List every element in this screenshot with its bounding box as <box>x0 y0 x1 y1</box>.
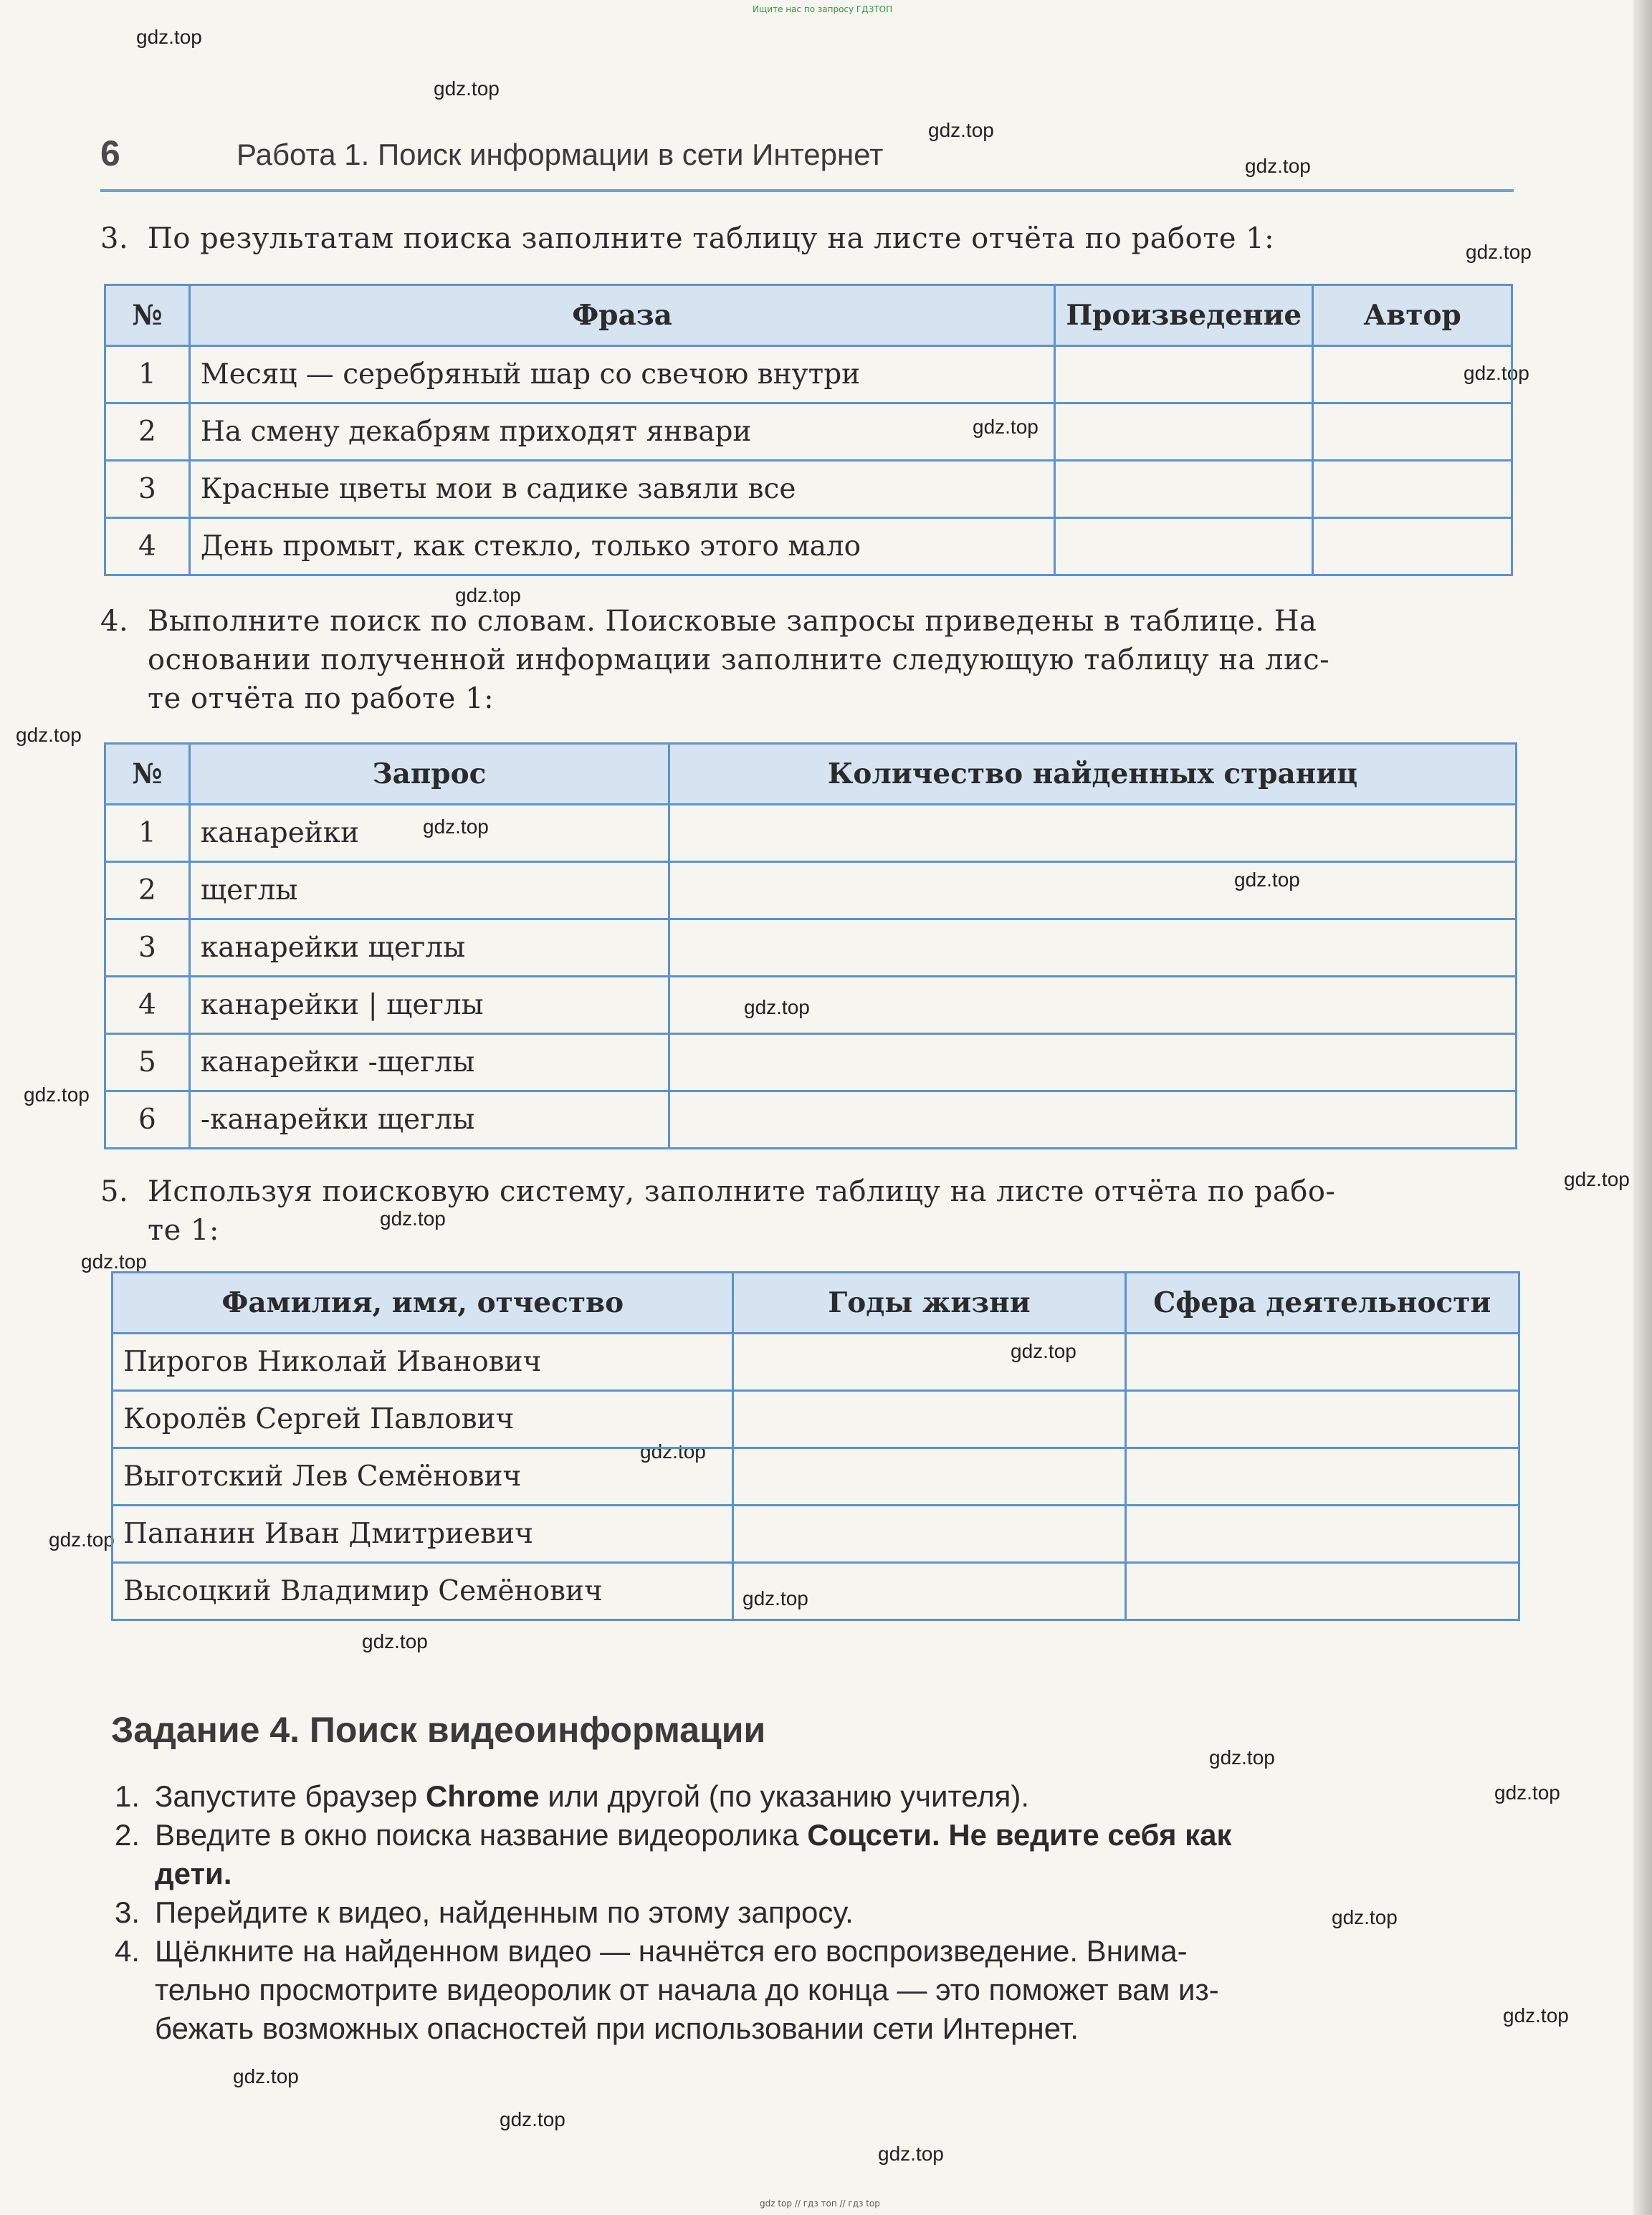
column-header: Фамилия, имя, отчество <box>113 1273 733 1334</box>
running-header-title: Работа 1. Поиск информации в сети Интернет <box>237 138 884 171</box>
step-text: тельно просмотрите видеоролик от начала до конца — это поможет вам из- <box>155 1973 1219 2006</box>
watermark: gdz.top <box>1332 1906 1398 1928</box>
person-name-cell: Пирогов Николай Иванович <box>113 1334 733 1391</box>
task3-text <box>100 219 1509 258</box>
header-rule <box>100 189 1514 192</box>
table-row <box>105 346 1512 403</box>
task4-number: 4. <box>100 605 129 638</box>
step-4-continued <box>115 2009 1527 2048</box>
step-emphasis: Chrome <box>425 1779 540 1813</box>
phrase-cell: На смену декабрям приходят январи <box>189 403 1054 461</box>
person-name-cell: Королёв Сергей Павлович <box>113 1391 733 1448</box>
table-row <box>105 1034 1517 1091</box>
step-emphasis: дети. <box>155 1857 232 1890</box>
phrase-cell: Красные цветы мои в садике завяли все <box>189 461 1054 518</box>
watermark: gdz.top <box>1464 362 1529 384</box>
task3-table <box>104 284 1513 576</box>
table-header-row <box>105 744 1517 805</box>
person-name-cell: Высоцкий Владимир Семёнович <box>113 1563 733 1620</box>
row-number: 3 <box>105 919 190 977</box>
field-cell[interactable] <box>1125 1506 1519 1563</box>
step-3 <box>115 1893 1527 1932</box>
table-row <box>105 862 1517 919</box>
author-cell[interactable] <box>1313 461 1512 518</box>
years-cell[interactable] <box>733 1563 1125 1620</box>
count-cell[interactable] <box>669 862 1516 919</box>
page-edge-shadow <box>1633 0 1652 2215</box>
table-row <box>113 1334 1519 1391</box>
query-cell: щеглы <box>189 862 669 919</box>
watermark: gdz.top <box>24 1083 90 1106</box>
count-cell[interactable] <box>669 977 1516 1034</box>
task5-number: 5. <box>100 1175 129 1208</box>
author-cell[interactable] <box>1313 518 1512 575</box>
task4-line: основании полученной информации заполните следующую таблицу на лис- <box>148 644 1330 676</box>
years-cell[interactable] <box>733 1334 1125 1391</box>
column-header: Сфера деятельности <box>1125 1273 1519 1334</box>
phrase-cell: Месяц — серебряный шар со свечою внутри <box>189 346 1054 403</box>
bottom-note: gdz top // гдз топ // гдз top <box>760 2199 880 2209</box>
watermark: gdz.top <box>640 1440 706 1463</box>
table-row <box>105 805 1517 862</box>
watermark: gdz.top <box>16 724 82 746</box>
years-cell[interactable] <box>733 1448 1125 1506</box>
section-title: Задание 4. Поиск видеоинформации <box>111 1710 766 1750</box>
step-2-continued <box>115 1855 1527 1893</box>
row-number: 4 <box>105 518 190 575</box>
field-cell[interactable] <box>1125 1334 1519 1391</box>
step-1 <box>115 1777 1527 1816</box>
watermark: gdz.top <box>878 2143 944 2165</box>
person-name-cell: Папанин Иван Дмитриевич <box>113 1506 733 1563</box>
row-number: 4 <box>105 977 190 1034</box>
query-cell: канарейки -щеглы <box>189 1034 669 1091</box>
step-number: 1. <box>115 1779 140 1813</box>
table-row <box>105 1091 1517 1149</box>
query-cell: канарейки <box>189 805 669 862</box>
field-cell[interactable] <box>1125 1563 1519 1620</box>
step-text: Щёлкните на найденном видео — начнётся его воспроизведение. Внима- <box>155 1934 1188 1968</box>
page-number: 6 <box>100 133 120 173</box>
row-number: 1 <box>105 805 190 862</box>
row-number: 2 <box>105 403 190 461</box>
work-cell[interactable] <box>1055 461 1313 518</box>
step-emphasis: Соцсети. Не ведите себя как <box>807 1818 1232 1852</box>
count-cell[interactable] <box>669 805 1516 862</box>
author-cell[interactable] <box>1313 403 1512 461</box>
watermark: gdz.top <box>1011 1340 1076 1362</box>
step-text: или другой (по указанию учителя). <box>539 1779 1030 1813</box>
column-header: № <box>105 744 190 805</box>
step-number: 2. <box>115 1818 140 1852</box>
work-cell[interactable] <box>1055 403 1313 461</box>
watermark: gdz.top <box>49 1529 115 1551</box>
table-row <box>105 919 1517 977</box>
top-note: Ищите нас по запросу ГДЗТОП <box>753 4 893 14</box>
table-row <box>105 403 1512 461</box>
years-cell[interactable] <box>733 1506 1125 1563</box>
watermark: gdz.top <box>973 416 1039 438</box>
count-cell[interactable] <box>669 919 1516 977</box>
count-cell[interactable] <box>669 1034 1516 1091</box>
watermark: gdz.top <box>434 77 500 100</box>
step-text: Перейдите к видео, найденным по этому запросу. <box>155 1895 854 1929</box>
step-number: 4. <box>115 1934 140 1968</box>
watermark: gdz.top <box>1494 1781 1560 1804</box>
table-row <box>113 1563 1519 1620</box>
table-row <box>113 1506 1519 1563</box>
column-header: Фраза <box>189 285 1054 346</box>
watermark: gdz.top <box>500 2108 565 2130</box>
step-text: Введите в окно поиска название видеоролика <box>155 1818 808 1852</box>
task5-line: те 1: <box>148 1214 219 1247</box>
task5-table <box>111 1271 1520 1621</box>
work-cell[interactable] <box>1055 518 1313 575</box>
author-cell[interactable] <box>1313 346 1512 403</box>
field-cell[interactable] <box>1125 1391 1519 1448</box>
row-number: 2 <box>105 862 190 919</box>
row-number: 6 <box>105 1091 190 1149</box>
step-text: Запустите браузер <box>155 1779 426 1813</box>
phrase-cell: День промыт, как стекло, только этого мало <box>189 518 1054 575</box>
column-header: Годы жизни <box>733 1273 1125 1334</box>
query-cell: канарейки щеглы <box>189 919 669 977</box>
watermark: gdz.top <box>1503 2004 1569 2027</box>
task4-line: Выполните поиск по словам. Поисковые запросы приведены в таблице. На <box>148 605 1317 638</box>
column-header: Автор <box>1313 285 1512 346</box>
table-header-row <box>105 285 1512 346</box>
step-2 <box>115 1816 1527 1855</box>
task4-text <box>100 602 1509 718</box>
watermark: gdz.top <box>744 996 810 1018</box>
person-name-cell: Выготский Лев Семёнович <box>113 1448 733 1506</box>
table-row <box>105 461 1512 518</box>
watermark: gdz.top <box>423 815 489 838</box>
work-cell[interactable] <box>1055 346 1313 403</box>
row-number: 1 <box>105 346 190 403</box>
watermark: gdz.top <box>380 1207 446 1230</box>
watermark: gdz.top <box>1234 869 1300 891</box>
task5-line: Используя поисковую систему, заполните таблицу на листе отчёта по рабо- <box>148 1175 1336 1208</box>
table-header-row <box>113 1273 1519 1334</box>
query-cell: канарейки | щеглы <box>189 977 669 1034</box>
row-number: 5 <box>105 1034 190 1091</box>
column-header: № <box>105 285 190 346</box>
task4-line: те отчёта по работе 1: <box>148 682 495 715</box>
task5-text <box>100 1172 1509 1250</box>
watermark: gdz.top <box>81 1250 147 1273</box>
count-cell[interactable] <box>669 1091 1516 1149</box>
step-text: бежать возможных опасностей при использовании сети Интернет. <box>155 2011 1079 2045</box>
watermark: gdz.top <box>136 26 202 48</box>
column-header: Запрос <box>189 744 669 805</box>
query-cell: -канарейки щеглы <box>189 1091 669 1149</box>
task4-table <box>104 742 1517 1149</box>
table-row <box>113 1448 1519 1506</box>
table-row <box>105 518 1512 575</box>
step-4 <box>115 1932 1527 1971</box>
watermark: gdz.top <box>455 584 521 606</box>
watermark: gdz.top <box>1209 1746 1275 1769</box>
watermark: gdz.top <box>928 119 994 141</box>
table-row <box>113 1391 1519 1448</box>
row-number: 3 <box>105 461 190 518</box>
watermark: gdz.top <box>1245 155 1311 177</box>
step-4-continued <box>115 1971 1527 2009</box>
years-cell[interactable] <box>733 1391 1125 1448</box>
watermark: gdz.top <box>1466 241 1532 263</box>
watermark: gdz.top <box>233 2065 299 2087</box>
field-cell[interactable] <box>1125 1448 1519 1506</box>
step-number: 3. <box>115 1895 140 1929</box>
watermark: gdz.top <box>362 1630 428 1652</box>
watermark: gdz.top <box>1564 1168 1630 1190</box>
column-header: Произведение <box>1055 285 1313 346</box>
task3-number: 3. <box>100 222 129 255</box>
task3-instruction: По результатам поиска заполните таблицу на листе отчёта по работе 1: <box>148 222 1275 255</box>
table-row <box>105 977 1517 1034</box>
watermark: gdz.top <box>743 1587 808 1609</box>
column-header: Количество найденных страниц <box>669 744 1516 805</box>
